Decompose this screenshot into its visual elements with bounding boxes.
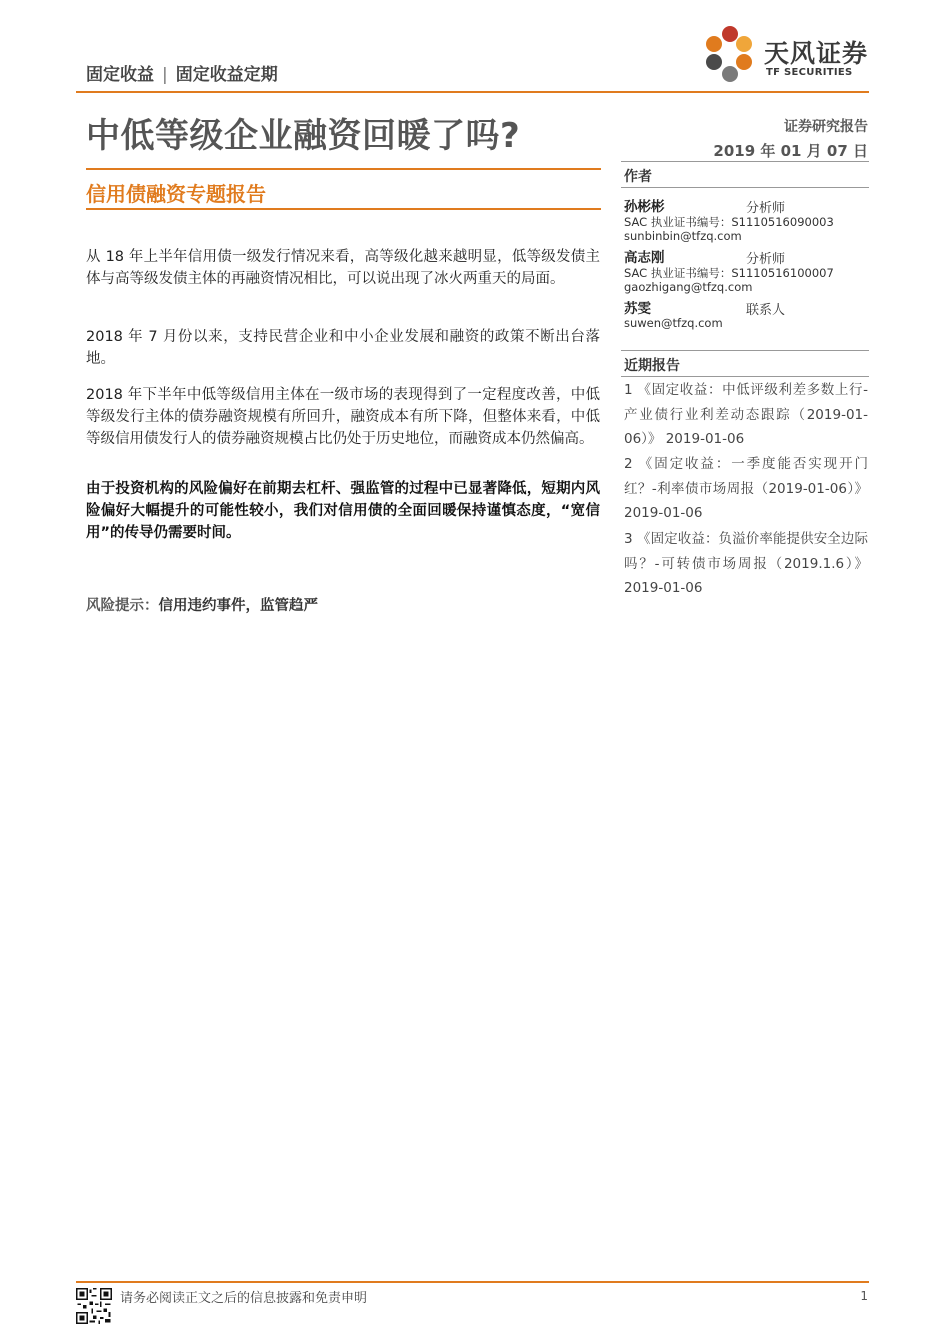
authors-label: 作者 [624,169,652,185]
recent-label: 近期报告 [624,358,680,374]
header-rule [76,91,869,93]
breadcrumb-separator: | [162,65,168,85]
report-subtitle: 信用债融资专题报告 [86,182,266,206]
author-email-1[interactable]: sunbinbin@tfzq.com [624,229,742,243]
author-name-2: 高志刚 [624,250,665,266]
title-rule [86,168,601,170]
logo-cn-text: 天风证券 [764,39,869,68]
report-title: 中低等级企业融资回暖了吗? [86,116,521,156]
author-email-3[interactable]: suwen@tfzq.com [624,316,723,330]
summary-paragraph-2: 2018 年 7 月份以来，支持民营企业和中小企业发展和融资的政策不断出台落地。 [86,329,600,367]
logo-en-text: TF SECURITIES [766,67,853,78]
author-role-2: 分析师 [746,252,786,267]
author-name-3: 苏雯 [624,301,651,317]
author-email-2[interactable]: gaozhigang@tfzq.com [624,280,753,294]
risk-warning [86,594,318,615]
recent-bottom-rule [621,376,869,377]
authors-top-rule [621,161,869,162]
breadcrumb-subcategory: 固定收益定期 [175,65,278,85]
subtitle-rule [86,208,601,210]
report-type: 证券研究报告 [784,119,868,135]
summary-paragraph-1: 从 18 年上半年信用债一级发行情况来看，高等级化越来越明显，低等级发债主体与高等级发债主体的再融资情况相比，可以说出现了冰火两重天的局面。 [86,249,600,287]
risk-label: 风险提示： [86,598,159,614]
footer-rule [76,1281,869,1283]
breadcrumb [86,60,278,85]
risk-text: 信用违约事件，监管趋严 [158,598,318,614]
recent-report-1[interactable]: 1 《固定收益：中低评级利差多数上行-产业债行业利差动态跟踪（2019-01-06）》 2019-01-06 [624,382,868,447]
author-cert-1: SAC 执业证书编号：S1110516090003 [624,215,834,229]
recent-report-2[interactable]: 2 《固定收益：一季度能否实现开门红？-利率债市场周报（2019-01-06）》 2019-01-06 [624,456,868,521]
summary-paragraph-3: 2018 年下半年中低等级信用主体在一级市场的表现得到了一定程度改善，中低等级发行主体的债券融资规模有所回升，融资成本有所下降，但整体来看，中低等级信用债发行人的债券融资规模占比仍处于历史地位，而融资成本仍然偏高。 [86,387,600,447]
authors-bottom-rule [621,187,869,188]
author-cert-2: SAC 执业证书编号：S1110516100007 [624,266,834,280]
recent-top-rule [621,350,869,351]
summary-paragraph-4: 由于投资机构的风险偏好在前期去杠杆、强监管的过程中已显著降低，短期内风险偏好大幅提升的可能性较小，我们对信用债的全面回暖保持谨慎态度，“宽信用”的传导仍需要时间。 [86,481,600,541]
page-number: 1 [860,1289,868,1303]
breadcrumb-category: 固定收益 [86,65,154,85]
qr-code-icon [76,1288,112,1324]
author-role-3: 联系人 [746,303,786,318]
report-date: 2019 年 01 月 07 日 [713,142,868,160]
author-name-1: 孙彬彬 [624,199,665,215]
footer-disclaimer: 请务必阅读正文之后的信息披露和免责申明 [120,1291,368,1306]
recent-report-3[interactable]: 3 《固定收益：负溢价率能提供安全边际吗？-可转债市场周报（2019.1.6）》 2019-01-06 [624,531,868,596]
author-role-1: 分析师 [746,201,786,216]
